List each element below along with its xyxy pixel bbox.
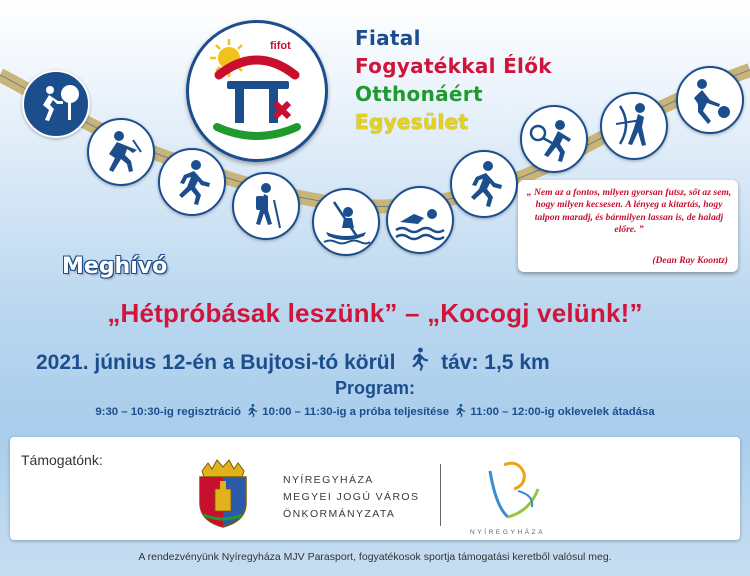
city-line3: ÖNKORMÁNYZATA xyxy=(283,508,396,520)
runner-icon xyxy=(452,403,467,418)
sponsor-label: Támogatónk: xyxy=(21,452,103,468)
association-logo xyxy=(186,20,328,162)
schedule-item-certificates: 11:00 – 12:00-ig oklevelek átadása xyxy=(470,406,655,418)
jogging-icon xyxy=(22,70,90,138)
logo-wordmark: fifot xyxy=(270,40,291,52)
kayaking-icon xyxy=(312,188,380,256)
date-line xyxy=(36,346,746,375)
runner-icon xyxy=(405,346,431,372)
running-icon xyxy=(450,150,518,218)
org-name-line4: Egyesület xyxy=(355,110,469,134)
tennis-icon xyxy=(520,105,588,173)
running-icon xyxy=(158,148,226,216)
nyiregyhaza-logo-icon xyxy=(478,455,548,525)
city-name-text xyxy=(283,472,419,523)
org-name-line1: Fiatal xyxy=(355,26,421,50)
swimming-icon xyxy=(386,186,454,254)
schedule xyxy=(0,403,750,418)
quote-author: (Dean Ray Koontz) xyxy=(652,255,728,266)
bowling-icon xyxy=(676,66,744,134)
archery-icon xyxy=(600,92,668,160)
city-line2: MEGYEI JOGÚ VÁROS xyxy=(283,491,420,503)
footer-note: A rendezvényünk Nyíregyháza MJV Parasport, fogyatékosok sportja támogatási keretből valósul meg. xyxy=(138,551,612,563)
date-location: 2021. június 12-én a Bujtosi-tó körül xyxy=(36,351,396,374)
org-name-line3: Otthonáért xyxy=(355,82,483,106)
city-coat-of-arms-icon xyxy=(194,457,252,529)
divider xyxy=(440,464,441,526)
city-logo-text: NYÍREGYHÁZA xyxy=(470,529,546,536)
hiking-icon xyxy=(87,118,155,186)
distance: táv: 1,5 km xyxy=(441,351,550,374)
runner-icon xyxy=(244,403,259,418)
sponsor-panel xyxy=(10,437,740,540)
hiking-pole-icon xyxy=(232,172,300,240)
program-label: Program: xyxy=(334,378,415,398)
schedule-item-registration: 9:30 – 10:30-ig regisztráció xyxy=(95,406,241,418)
schedule-item-trial: 10:00 – 11:30-ig a próba teljesítése xyxy=(262,406,450,418)
org-name-line2: Fogyatékkal Élők xyxy=(355,54,552,78)
invite-heading: Meghívó xyxy=(62,254,168,279)
city-line1: NYÍREGYHÁZA xyxy=(283,474,374,486)
event-title: „Hétpróbásak leszünk” – „Kocogj velünk!” xyxy=(107,298,643,328)
quote-text: „ Nem az a fontos, milyen gyorsan futsz, sőt az sem, hogy milyen kecsesen. A lényeg a kitartás, hogy talpon maradj, és bármilyen lassan is, de haladj előre. ” xyxy=(526,187,732,236)
quote-card xyxy=(518,180,738,272)
